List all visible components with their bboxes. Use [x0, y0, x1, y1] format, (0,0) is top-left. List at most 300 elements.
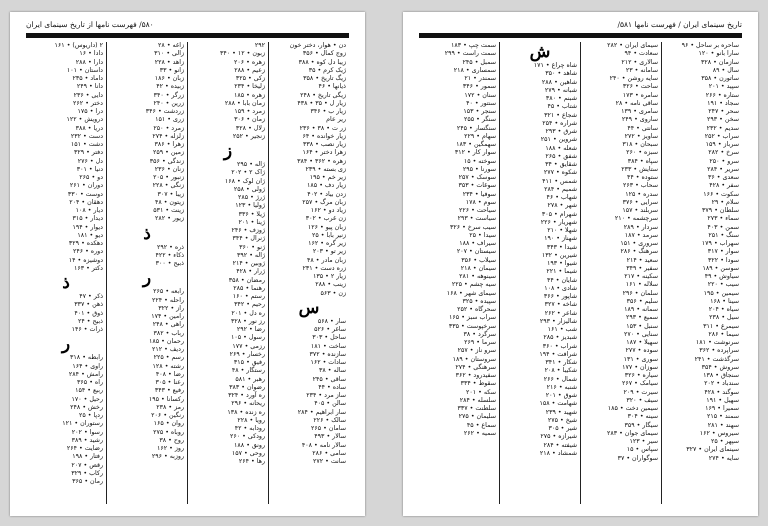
- index-entry: راحله • ۲۲۴: [151, 296, 184, 304]
- index-entry: شمس • ۴۱۱: [542, 177, 577, 185]
- index-entry: زینب • ۲۸۸: [315, 281, 346, 289]
- header-rule: [419, 33, 742, 38]
- section-letter: ز: [223, 141, 233, 161]
- index-entry: سودا • ۳۲۲: [708, 256, 739, 264]
- index-entry: سپهر • ۲۵: [710, 438, 739, 445]
- index-entry: دست • ۲۳۲: [70, 132, 103, 140]
- index-entry: زوج کمال • ۳۵۶: [302, 50, 346, 58]
- index-entry: سایه روشن • ۲۴۰: [609, 75, 658, 82]
- index-entry: رویا • ۲۲۸: [237, 416, 265, 424]
- index-entry: سوری • ۱۳۱: [623, 355, 658, 363]
- index-entry: سینمای ایران • ۳۲۷: [686, 446, 739, 454]
- index-column: [26, 42, 106, 504]
- index-columns: [419, 42, 742, 504]
- index-entry: زندگی • ۳۵۶: [149, 157, 184, 165]
- index-entry: زعیم • ۲۸۸: [234, 66, 265, 74]
- index-entry: زنبور • ۲۰۵: [153, 174, 184, 181]
- index-entry: رفتار • ۱۹۸: [72, 453, 103, 461]
- index-entry: سیراف • ۱۸۸: [459, 240, 496, 247]
- index-entry: زلزله • ۲۷۴: [152, 132, 184, 140]
- index-entry: سیرت • ۲۰۹: [623, 388, 658, 396]
- index-entry: دوشیزه • ۱۴: [68, 256, 103, 264]
- index-entry: ذهن • ۳۳۷: [74, 301, 103, 309]
- index-entry: دیوار • ۱۹۴: [72, 223, 103, 231]
- index-entry: سمیع • ۲۹۳: [625, 314, 658, 322]
- index-entry: زالی • ۳۱۰: [154, 50, 184, 58]
- index-entry: سار • ۵۶۸: [317, 317, 346, 325]
- index-entry: سینه • ۳۰۴: [627, 413, 658, 421]
- index-entry: شاعر • ۲۶۲: [544, 309, 577, 317]
- index-entry: دل • ۲۷۶: [77, 157, 103, 165]
- index-entry: شهامت • ۱۵۸: [539, 400, 577, 408]
- index-entry: زیار ب • ۳۴۶: [310, 108, 346, 115]
- index-entry: شجاع • ۳۲۱: [544, 111, 577, 119]
- index-entry: سقوط • ۳۳۴: [460, 380, 496, 388]
- index-entry: شهر • ۲۷۸: [547, 202, 577, 210]
- index-column: [187, 42, 268, 504]
- index-entry: شیخ • ۲۷۵: [547, 416, 577, 424]
- index-entry: رحیم • ۳۴۲: [234, 301, 265, 309]
- section-letter: ر: [142, 268, 152, 289]
- index-entry: ساروی • ۲۴۹: [621, 116, 658, 124]
- index-entry: سالار نامه • ۴۰۸: [301, 441, 346, 449]
- index-entry: سرو • ۲۵۰: [709, 157, 739, 165]
- index-entry: زره دست • ۲۳۱: [302, 264, 346, 272]
- index-entry: سینوهه • ۲۸۱: [459, 273, 496, 280]
- index-entry: شیر • ۳۰۵: [548, 425, 577, 432]
- index-entry: سیاه • ۲۰۴: [708, 306, 739, 313]
- index-entry: زنجیر • ۲۵۲: [232, 132, 265, 140]
- index-entry: رشته • ۱۲۸: [152, 362, 184, 370]
- index-entry: رسم • ۲۲۵: [153, 354, 184, 362]
- index-entry: سعادت • ۹۴: [624, 50, 658, 58]
- index-entry: ژرار • ۴۲۸: [236, 268, 265, 276]
- index-entry: سامان • ۲۶۵: [311, 425, 346, 432]
- section-letter: ذ: [143, 223, 151, 244]
- index-entry: سلیم • ۳۵۶: [626, 297, 658, 305]
- index-entry: سبزه • ۲۶۰: [626, 149, 658, 157]
- index-entry: زیبا دل کوه • ۳۸۸: [298, 58, 346, 66]
- index-entry: سالار • ۴۹۳: [314, 433, 346, 441]
- page-header: ۵۸۰/ فهرست نامها از تاریخ سینمای ایران: [26, 20, 154, 29]
- index-column: [268, 42, 349, 504]
- index-entry: دایی • ۲۳۶: [73, 91, 103, 99]
- index-entry: زنیر بابا • ۲۵: [312, 231, 346, 239]
- index-entry: زری • ۱۵۱: [155, 116, 184, 124]
- index-entry: سوفیا • ۲۳۴: [462, 190, 496, 198]
- index-entry: ربیع • ۱۵۴: [75, 387, 103, 395]
- index-entry: دن • هوار، دختر خون: [289, 42, 346, 49]
- index-entry: سیاست • ۲۹۳: [457, 215, 496, 223]
- index-entry: زدن بیاد • ۴۰۲: [307, 190, 346, 198]
- index-entry: سنگسار • ۲۴۵: [456, 124, 496, 132]
- index-entry: سنتور • ۴۰: [466, 99, 496, 107]
- index-entry: شالیزار • ۲۹۳: [539, 317, 577, 325]
- index-entry: زیگ تاریخ • ۳۵۸: [303, 75, 346, 82]
- index-entry: زمین • ۲۵۹: [153, 149, 184, 157]
- index-entry: سهیلا • ۱۸۷: [626, 339, 658, 346]
- index-entry: سیب • ۲۲۰: [707, 281, 739, 289]
- index-entry: ره دل • ۲۰۱: [231, 309, 265, 317]
- index-entry: دهکده • ۳۲۹: [68, 240, 103, 247]
- index-entry: زرگر • ۳۴۰: [153, 91, 184, 99]
- index-entry: زیار دف • ۱۸۵: [307, 182, 346, 190]
- index-entry: روح • ۳۸: [159, 436, 184, 444]
- index-entry: سال • ۸۹: [712, 66, 739, 74]
- index-entry: رفیق • ۳۱۵: [233, 359, 265, 366]
- index-entry: سردار • ۲۸۹: [623, 223, 658, 231]
- index-entry: سلمان • ۲۹۶: [622, 289, 658, 297]
- index-entry: ساحت • ۳۲۶: [622, 83, 658, 91]
- index-entry: ساده • ۴۴: [318, 383, 346, 391]
- index-entry: رسوا • ۲۰۲: [71, 428, 103, 436]
- index-entry: سلطان • ۳۷۹: [702, 207, 739, 214]
- index-entry: سدره • ۱۲۵: [625, 190, 658, 198]
- index-entry: سرو ناز • ۲۵۷: [457, 347, 496, 355]
- index-entry: رودکی • ۲۶۰: [229, 433, 265, 441]
- index-entry: زیبا • ۳۰۷: [157, 190, 184, 198]
- index-entry: سمور • ۳۴۶: [462, 83, 496, 91]
- index-entry: سیه چشم • ۲۲۵: [451, 281, 496, 289]
- index-entry: ستاره • ۲۶۶: [705, 91, 739, 99]
- index-entry: ساحره بر ساحل • ۹۶: [681, 42, 739, 49]
- index-entry: زیار ۲ • ۱۳۵: [312, 273, 346, 280]
- index-entry: درا • ۱۷۵: [77, 108, 103, 115]
- index-entry: سریر • ۲۸۴: [707, 165, 739, 173]
- index-entry: سامی • ۲۸۶: [312, 449, 346, 457]
- index-entry: زبان مادر • ۴۸: [307, 256, 346, 264]
- index-entry: ساتورن • ۳۵۸: [701, 75, 739, 82]
- index-entry: ستایش • ۲۳۳: [621, 165, 658, 173]
- index-columns: [26, 42, 349, 504]
- index-entry: سعید • ۲۱۴: [626, 256, 658, 264]
- index-entry: سنگ • ۲۵۱: [708, 231, 739, 239]
- index-entry: سیمین دخت • ۱۸۵: [607, 405, 658, 412]
- index-entry: زیار ل • ۳۵ • ۴۳۸: [297, 99, 346, 107]
- index-entry: ذکر • ۴۷: [79, 293, 103, 300]
- index-entry: سلام • ۲۹: [711, 198, 739, 206]
- index-entry: دو • ۲۶۵: [79, 174, 103, 181]
- index-entry: سیاره • ۳۲۶: [624, 372, 658, 379]
- index-entry: ۲۹۲: [254, 42, 265, 49]
- index-entry: شاهین • ۲۸۸: [541, 78, 577, 86]
- index-entry: ذوق • ۴۰۱: [74, 309, 103, 317]
- index-entry: سبحان • ۳۱۸: [622, 141, 658, 148]
- index-entry: دفتر • ۳۲۹: [73, 149, 103, 157]
- index-entry: زهره • ۱۸۵: [233, 91, 265, 99]
- index-entry: رستوران • ۱۲۱: [62, 420, 103, 428]
- index-entry: سازنده • ۳۷۲: [309, 350, 346, 358]
- index-entry: سعدی • ۳۶: [707, 174, 739, 181]
- index-entry: دختر • ۲۶۲: [73, 99, 103, 107]
- index-entry: سیمین • ۱۹۵: [703, 289, 739, 297]
- index-entry: رهنما • ۲۸۵: [233, 284, 265, 292]
- index-entry: ساله • ۳۸: [319, 367, 346, 375]
- index-entry: زردشت • ۳۴۶: [145, 108, 184, 115]
- index-entry: ژرژ • ۲۸۵: [238, 194, 265, 201]
- index-entry: شعله • ۱۸۸: [545, 144, 577, 152]
- index-entry: زیور • ۲۸۲: [155, 215, 184, 223]
- index-entry: شتاب • ۴۵: [547, 103, 577, 111]
- index-entry: زبون • ۱۲ • ۳۴۰: [219, 50, 265, 58]
- index-entry: زنگی • ۲۲۸: [152, 182, 184, 190]
- index-entry: رحیل • ۱۷۰: [71, 395, 103, 403]
- index-entry: سینا • ۱۶۸: [710, 297, 739, 305]
- index-entry: ژاک ۲ • ۲۰۲: [231, 169, 265, 177]
- index-column: [106, 42, 187, 504]
- index-entry: رامین • ۱۷۴: [151, 313, 184, 320]
- index-entry: سیف • ۳۲۰: [626, 396, 658, 404]
- index-entry: سروستان • ۱۸۹: [452, 355, 496, 363]
- index-entry: زیار خوانده • ۶۴: [302, 132, 346, 140]
- index-entry: دادا • ۱۶: [79, 50, 103, 58]
- index-entry: شیوا • ۱۹۳: [546, 260, 577, 267]
- index-entry: ریحانه • ۲۹۶: [231, 400, 265, 408]
- index-entry: شوق • ۲۰۱: [545, 392, 577, 399]
- section-letter: س: [298, 297, 320, 318]
- index-entry: زمرد • ۱۵۹: [234, 108, 265, 115]
- index-entry: زاغه • ۲۸: [158, 42, 184, 49]
- header-rule: [26, 33, 349, 38]
- index-entry: سیمرغ • ۳۱۱: [703, 322, 739, 330]
- index-entry: سمت چپ • ۱۸۳: [450, 42, 496, 49]
- index-entry: سرنوشت • ۱۸۱: [695, 339, 739, 346]
- index-entry: سمیرا • ۱۶۹: [705, 405, 739, 412]
- index-entry: سماء • ۲۷۳: [707, 215, 739, 223]
- index-entry: سماع • ۴۵: [466, 421, 496, 429]
- index-entry: سهمگین • ۱۸۳: [456, 141, 496, 148]
- index-entry: رشید • ۳۸۹: [71, 436, 103, 444]
- index-entry: شراره • ۲۵۴: [542, 119, 577, 127]
- index-entry: ساز مرد • ۲۳۴: [306, 392, 346, 399]
- index-entry: ژوبین • ۲۱۴: [232, 260, 265, 267]
- index-entry: شهاب • ۴۶: [546, 194, 577, 201]
- index-entry: شاخه • ۳۲۷: [544, 301, 577, 309]
- index-entry: داستان • ۱۰۱: [66, 66, 103, 74]
- index-entry: سهیل • ۱۹۱: [706, 396, 739, 404]
- index-entry: سکه • ۲۰۱: [465, 388, 496, 396]
- index-entry: سپاس • ۱۵: [626, 446, 658, 454]
- index-entry: سار ابراهیم • ۲۸۴: [297, 408, 346, 416]
- index-entry: ژیلا • ۳۳۶: [238, 210, 265, 218]
- right-page: [403, 12, 758, 516]
- index-entry: رمضان • ۳۵۸: [228, 276, 265, 284]
- index-entry: دیار • ۱۰۸: [75, 207, 103, 214]
- index-entry: زهرا • ۳۸۶: [154, 141, 184, 148]
- index-entry: سرهنگ • ۲۸۶: [620, 248, 658, 256]
- index-entry: ساویز • ۲۷۲: [624, 132, 658, 140]
- index-entry: سکوت • ۱۶۶: [703, 190, 739, 198]
- index-entry: شکیبا • ۲۰۸: [544, 367, 577, 375]
- index-entry: رعنا • ۳۰۵: [155, 379, 184, 386]
- index-entry: رودابه • ۴۲: [234, 425, 265, 432]
- index-entry: رمان • ۳۶۵: [72, 478, 103, 485]
- index-entry: سروش • ۳۵۴: [701, 363, 739, 371]
- index-entry: سوگند • ۴۲۸: [704, 388, 739, 396]
- index-entry: سراب سبز • ۱۶۵: [449, 314, 496, 322]
- index-entry: رضا • ۲۹۲: [236, 326, 265, 333]
- index-entry: سنگر • ۲۵۵: [463, 116, 496, 124]
- index-entry: سرخ • ۲۸۲: [708, 149, 739, 157]
- index-entry: شراب • ۳۶۰: [542, 342, 577, 350]
- index-entry: رخش • ۲۴۸: [70, 403, 103, 411]
- index-entry: روان • ۱۶۵: [153, 420, 184, 428]
- index-entry: سوده • ۲۷۷: [625, 347, 658, 355]
- index-entry: شبانه • ۲۷۹: [544, 86, 577, 94]
- index-entry: سمساری • ۲۱۸: [453, 66, 496, 74]
- index-entry: سپید • ۲۰۱: [708, 83, 739, 91]
- index-entry: سنجر • ۱۵۳: [463, 108, 496, 115]
- index-entry: سیگار • ۳۵۹: [624, 421, 658, 429]
- index-entry: زینت • ۵۳۱: [153, 207, 184, 214]
- index-entry: شقایق • ۳۴: [545, 161, 577, 168]
- index-entry: دیو • ۱۸۱: [77, 231, 103, 239]
- index-entry: ریر عام: [326, 116, 346, 124]
- index-entry: سوسن • ۱۸۹: [702, 264, 739, 272]
- index-entry: سانتی • ۴۴: [627, 124, 658, 132]
- index-entry: سوگواران • ۳۷: [617, 454, 658, 462]
- index-entry: ژنرال • ۳۴۴: [232, 235, 265, 243]
- index-entry: ذبیح • ۲۴: [77, 317, 103, 325]
- index-entry: سوار • ۳۱۷: [707, 248, 739, 256]
- index-entry: رکاب • ۳۲۹: [71, 469, 103, 477]
- index-entry: ژینا • ۲۰۱: [238, 218, 265, 226]
- index-entry: سرچشمه • ۲۱۰: [614, 215, 658, 223]
- index-entry: ساقی • ۲۴۵: [312, 375, 346, 383]
- index-entry: ذره • ۲۹۲: [156, 243, 184, 251]
- index-entry: شادی • ۱۰۸: [544, 284, 577, 292]
- index-entry: شیفته • ۲۸۴: [543, 441, 577, 449]
- index-entry: سکینه • ۲۱۷: [624, 273, 658, 280]
- index-entry: شیدا • ۳۴۳: [546, 243, 577, 251]
- index-entry: سیلاب • ۳۵۶: [461, 256, 496, 264]
- index-entry: شمیم • ۲۸۴: [544, 185, 577, 193]
- index-entry: شیرازه • ۲۷۵: [540, 433, 577, 441]
- index-entry: راز • ۳۲۲: [158, 304, 184, 312]
- index-entry: سلاله • ۱۶۱: [625, 281, 658, 289]
- index-entry: ژولی • ۲۵۸: [233, 185, 265, 193]
- index-entry: زبیده • ۴۲: [156, 83, 184, 91]
- index-entry: رستگار • ۴۸: [231, 367, 265, 375]
- index-entry: سفیر • ۳۴۹: [626, 264, 658, 272]
- index-entry: دوران • ۲۶۱: [69, 182, 103, 190]
- index-entry: سپیده • ۳۲۵: [462, 297, 496, 305]
- index-entry: سمبل • ۲۴۵: [462, 58, 496, 66]
- index-entry: ژولیا • ۱۲۳: [235, 202, 265, 210]
- index-entry: رامش • ۲۸۴: [68, 370, 103, 378]
- index-entry: سیمای جوان • ۲۸۳: [606, 429, 658, 437]
- index-entry: سوغات • ۳۵۳: [458, 182, 496, 190]
- index-entry: زکی • ۳۲۵: [235, 75, 265, 82]
- index-entry: زبان مرگ • ۲۵۷: [302, 198, 346, 206]
- index-entry: رباب • ۳۸۲: [153, 329, 184, 337]
- index-entry: روحی • ۱۵۷: [231, 449, 265, 457]
- index-entry: شیرین • ۱۳۲: [541, 251, 577, 259]
- index-column: [419, 42, 499, 504]
- index-entry: رسول • ۱۰۵: [230, 334, 265, 342]
- index-entry: ساغر • ۵۲۶: [314, 326, 346, 333]
- index-entry: سخن • ۲۹۳: [706, 116, 739, 124]
- index-entry: ره آورد • ۳۲۴: [228, 392, 265, 399]
- index-entry: رحمان • ۱۸۵: [149, 337, 184, 345]
- index-entry: زن غرب • ۳۰۲: [305, 215, 346, 223]
- index-entry: سورنا • ۲۹۵: [462, 165, 496, 173]
- index-entry: سربلند • ۱۵۷: [622, 207, 658, 214]
- index-entry: سیدا • ۲۵: [469, 231, 496, 239]
- index-entry: دریا • ۳۸۸: [75, 124, 103, 132]
- index-entry: سنایی • ۲۷۰: [624, 330, 658, 338]
- index-entry: زر ت • ۳۸ • ۲۳۶: [299, 124, 346, 132]
- index-entry: ژوزف • ۲۴۶: [231, 227, 265, 234]
- index-entry: درویش • ۱۲۲: [66, 116, 103, 124]
- section-letter: ش: [529, 42, 551, 62]
- index-entry: سیروس • ۱۶۲: [699, 429, 739, 437]
- index-column: [661, 42, 742, 504]
- index-entry: سراپرده • ۳۶۲: [699, 347, 739, 355]
- index-entry: دوره • ۲۴۶: [72, 248, 103, 256]
- index-entry: رخسار • ۲۶۹: [229, 350, 265, 358]
- index-entry: زمان بابا • ۲۸۸: [224, 99, 265, 107]
- index-entry: شاپور • ۳۶۶: [543, 293, 577, 300]
- index-entry: رونق • ۱۸۸: [234, 441, 265, 449]
- index-entry: سیامک • ۲۶۷: [622, 380, 658, 388]
- index-entry: شاه چراغ • ۱۷۱: [533, 62, 577, 69]
- index-entry: سنجاق • ۱۳۸: [703, 372, 739, 379]
- index-entry: شاهد • ۳۵۰: [545, 70, 577, 78]
- index-entry: سرمد • ۱۸۷: [624, 231, 658, 239]
- index-entry: ژان لوک • ۱۶۸: [224, 177, 265, 185]
- index-entry: رمز • ۲۳۸: [156, 403, 184, 411]
- index-entry: سمیه • ۲۶۲: [463, 429, 496, 437]
- page-header: تاریخ سینمای ایران / فهرست نامها ۵۸۱/: [617, 20, 742, 29]
- index-entry: شکوه • ۲۷۷: [543, 169, 577, 177]
- index-entry: رها • ۲۶۴: [238, 458, 265, 465]
- index-entry: ژیک کرم • ۳۵: [308, 66, 346, 74]
- index-entry: سنبل • ۱۵۳: [626, 322, 658, 330]
- index-entry: زبان پیو • ۱۲۶: [307, 223, 346, 231]
- index-entry: رابطه • ۳۱۸: [70, 354, 103, 362]
- index-entry: سپاه • ۳۸۴: [627, 157, 658, 165]
- index-entry: سرهنگی • ۲۷۴: [455, 363, 496, 371]
- index-entry: دارا • ۲۸۸: [75, 58, 103, 66]
- index-entry: سامانه • ۲۳: [625, 66, 658, 74]
- index-entry: زیار نصب • ۳۳۸: [302, 141, 346, 148]
- index-entry: سدیم • ۲۳۲: [706, 124, 739, 132]
- index-entry: سیستان • ۲۰۷: [456, 248, 496, 256]
- index-entry: دیدار • ۳۱۵: [72, 215, 103, 223]
- index-entry: رفیع • ۳۴۳: [154, 387, 184, 395]
- index-entry: دوست • ۳۳۰: [67, 190, 103, 198]
- index-entry: زیاد دو • ۱۶۲: [310, 207, 346, 214]
- index-entry: سامری • ۱۳۹: [621, 108, 658, 115]
- index-entry: ردپا • ۲۵: [79, 412, 103, 419]
- index-entry: شهناز • ۱۹۰: [544, 235, 577, 243]
- index-entry: رستم • ۱۶۰: [232, 293, 265, 300]
- index-entry: دهقان • ۲۰۴: [69, 198, 103, 206]
- index-entry: شنبه • ۲۱۶: [546, 383, 577, 391]
- index-entry: سجاد • ۱۹۱: [707, 99, 739, 107]
- index-entry: ژاله • ۳۹۲: [237, 251, 265, 259]
- index-entry: سحاب • ۲۶۳: [622, 182, 658, 190]
- index-entry: ذبیح • ۳۰۰: [155, 260, 184, 267]
- index-entry: سیل • ۲۳۸: [709, 314, 739, 322]
- index-entry: ساقی نامه • ۲۸: [615, 99, 658, 107]
- index-entry: زیگی تاریخ • ۲۴۸: [300, 91, 346, 99]
- index-entry: سیمای شهر • ۱۶۸: [446, 289, 496, 297]
- index-entry: سیما • ۲۸۶: [708, 330, 739, 338]
- index-entry: سادات • ۱۶۲: [310, 359, 346, 366]
- index-entry: سیر • ۱۲۳: [629, 438, 658, 445]
